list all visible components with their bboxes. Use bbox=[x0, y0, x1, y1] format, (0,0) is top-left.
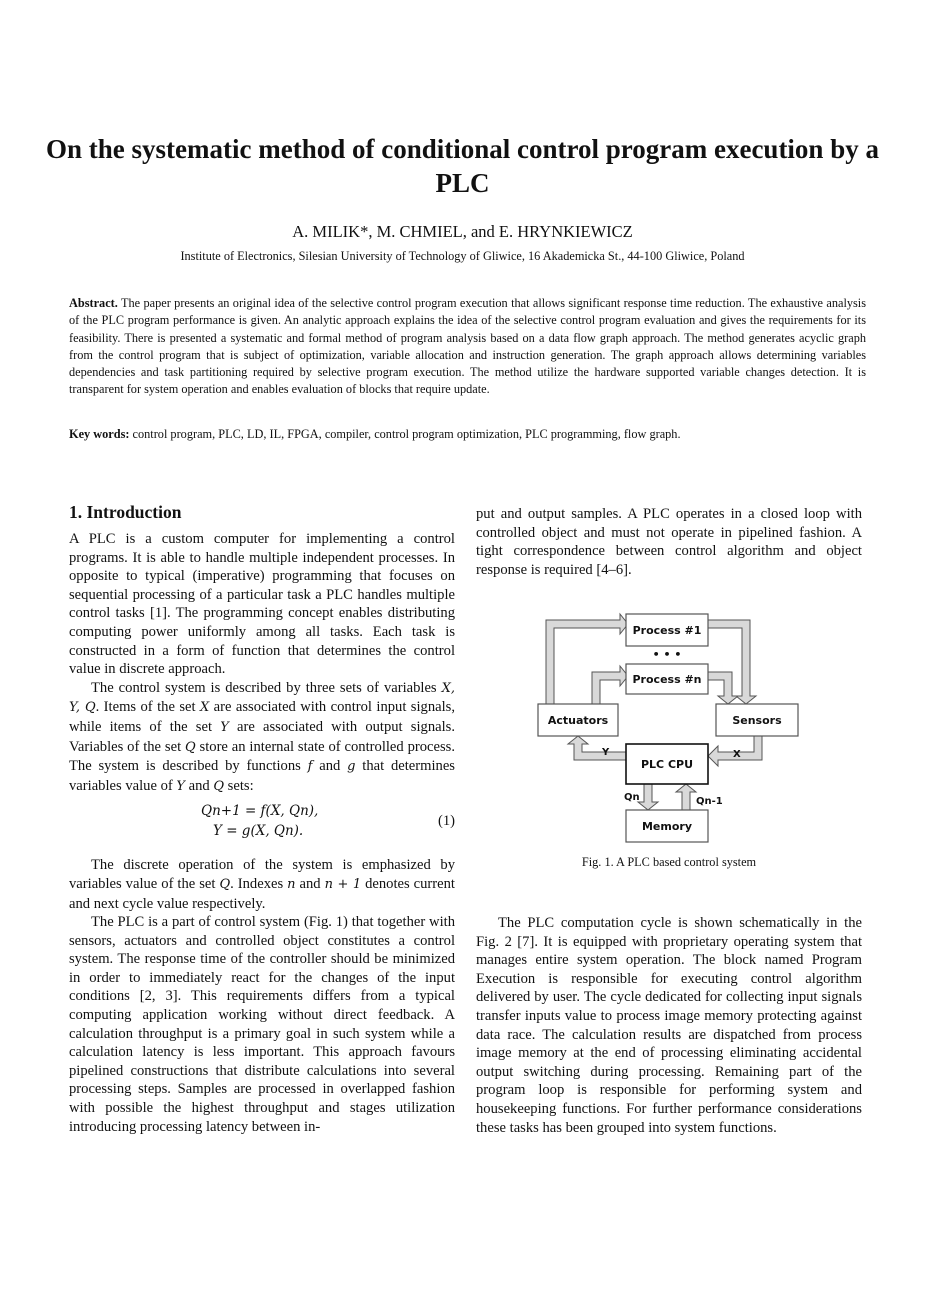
arrow-memory-cpu bbox=[676, 784, 696, 810]
section-heading: 1. Introduction bbox=[69, 502, 182, 522]
abstract bbox=[69, 295, 866, 399]
right-column-top bbox=[476, 505, 862, 579]
equation-line-2: Y = g(X, Qn). bbox=[213, 823, 304, 840]
keywords bbox=[69, 426, 866, 443]
intro-paragraph-6: The PLC computation cycle is shown schematically in the Fig. 2 [7]. It is equipped with proprietary operating system that manages entire system operation. The block named Program Execution is responsible for executing control algorithm delivered by user. The cycle dedicated for collecting input signals transfer inputs value to process image memory protecting against data race. The calculation results are dispatched from process image memory at the end of processing eliminating accidental output switching during processing. Remaining part of the program loop is responsible for performing system and housekeeping functions. For further performance considerations these tasks has been grouped into system functions. bbox=[476, 915, 862, 1136]
keywords-text: control program, PLC, LD, IL, FPGA, compiler, control program optimization, PLC programming, flow graph. bbox=[132, 427, 681, 441]
paper-title: On the systematic method of conditional control program execution by a PLC bbox=[46, 134, 879, 198]
right-column-bottom bbox=[476, 914, 862, 1137]
label-qn: Qn bbox=[624, 792, 640, 803]
affiliation: Institute of Electronics, Silesian University of Technology of Gliwice, 16 Akademicka St., 44-100 Gliwice, Poland bbox=[180, 249, 745, 263]
arrow-actuators-process1 bbox=[546, 614, 628, 704]
processn-label: Process #n bbox=[632, 673, 702, 686]
actuators-label: Actuators bbox=[547, 714, 609, 727]
intro-paragraph-1: A PLC is a custom computer for implementing a control programs. It is able to handle multiple independent processes. In opposite to typical (imperative) programming that focuses on sequential processing of a particular task a PLC handles multiple control tasks [1]. The programming concept enables distributing computing power uniformly among all tasks. Each task is constructed in a form of function that determines the control value in discrete approach. bbox=[69, 531, 455, 678]
arrow-actuators-processn bbox=[592, 666, 628, 704]
arrow-processn-sensors bbox=[708, 672, 738, 704]
intro-paragraph-3: The discrete operation of the system is emphasized by variables value of the set Q. Indexes n and n + 1 denotes current and next cycle value respectively. bbox=[69, 857, 455, 912]
equation-number: (1) bbox=[437, 813, 455, 830]
label-x: X bbox=[733, 749, 741, 760]
intro-paragraph-4: The PLC is a part of control system (Fig. 1) that together with sensors, actuators and controlled object constitutes a control system. The response time of the controller should be minimized in order to immediately react for the changes of the input conditions [2, 3]. This requirements differs from a typical computing application working without direct feedback. A calculation throughput is a primary goal in such system while a calculation latency is less important. This approach favours pipelined constructions that distribute calculations into several processing steps. Samples are processed in overlapped fashion with possible the highest throughput and stages utilization introducing processing latency between in- bbox=[69, 914, 455, 1135]
arrow-cpu-memory bbox=[638, 784, 658, 810]
abstract-label: Abstract. bbox=[69, 296, 118, 310]
equation-1 bbox=[69, 802, 455, 848]
arrow-cpu-actuators bbox=[568, 736, 626, 760]
sensors-label: Sensors bbox=[732, 714, 782, 727]
left-column bbox=[69, 502, 455, 1136]
plc-cpu-label: PLC CPU bbox=[640, 758, 694, 771]
abstract-text: The paper presents an original idea of the selective control program execution that allows significant response time reduction. The exhaustive analysis of the PLC program performance is given. An analytic approach explains the idea of the selective control program evaluation and gives the requirements for its feasibility. There is presented a systematic and formal method of program analysis based on a data flow graph approach. The method generates acyclic graph from the control program that is subject of optimization, variable allocation and instruction generation. The graph approach allows determining variables dependencies and task partitioning required by selective program execution. The method utilize the hardware supported variable changes detection. It is transparent for system operation and enables evaluation of blocks that require update. bbox=[69, 296, 866, 397]
label-qn-1: Qn-1 bbox=[696, 796, 723, 807]
memory-label: Memory bbox=[641, 820, 693, 833]
figure-plc-diagram bbox=[536, 612, 801, 847]
process1-label: Process #1 bbox=[632, 624, 702, 637]
intro-paragraph-2: The control system is described by three sets of variables X, Y, Q. Items of the set X are associated with control input signals, while items of the set Y are associated with output signals. Variables of the set Q store an internal state of controlled process. The system is described by functions f and g that determines variables value of Y and Q sets: bbox=[69, 679, 455, 794]
label-y: Y bbox=[602, 747, 610, 758]
figure-caption: Fig. 1. A PLC based control system bbox=[581, 855, 757, 869]
ellipsis: • • • bbox=[652, 648, 682, 661]
equation-line-1: Qn+1 = f(X, Qn), bbox=[201, 803, 319, 820]
keywords-label: Key words: bbox=[69, 427, 130, 441]
intro-paragraph-5: put and output samples. A PLC operates in a closed loop with controlled object and must not operate in pipelined fashion. A tight correspondence between control algorithm and object response is required [4–6]. bbox=[476, 506, 862, 578]
authors: A. MILIK*, M. CHMIEL, and E. HRYNKIEWICZ bbox=[292, 222, 633, 241]
